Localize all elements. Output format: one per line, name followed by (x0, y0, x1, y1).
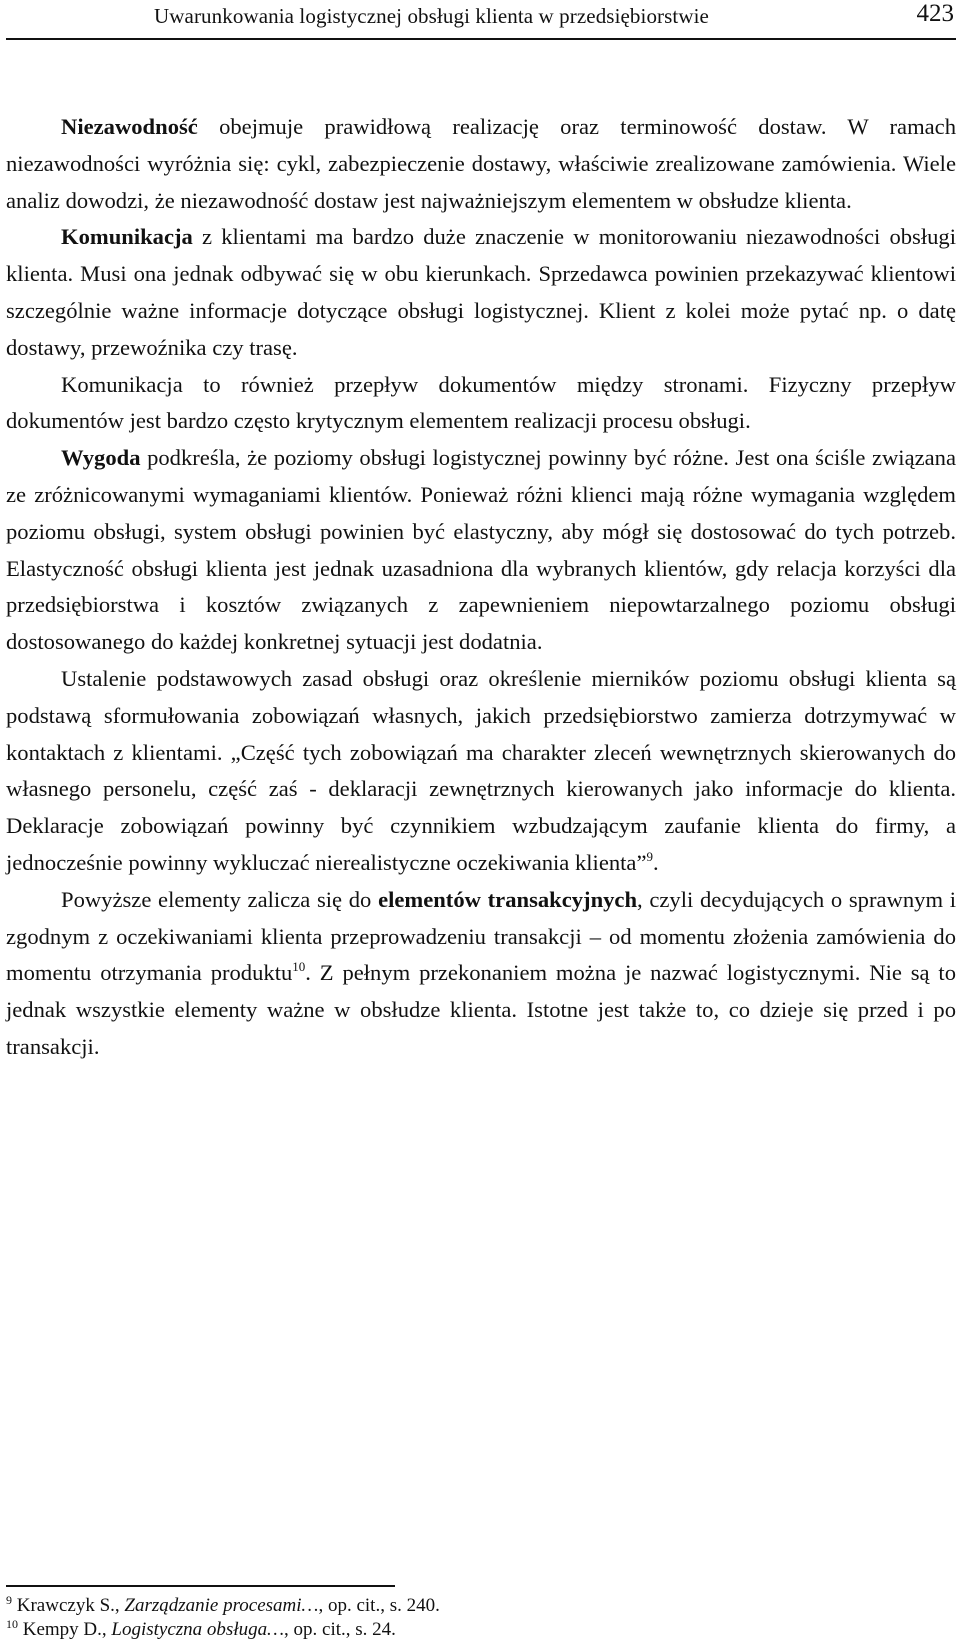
term-reliability: Niezawodność (61, 114, 198, 139)
main-text (6, 109, 956, 1066)
footnote-9 (6, 1594, 956, 1618)
footnote-ref-10[interactable]: 10 (292, 959, 306, 975)
footnote-author: Kempy D., (18, 1619, 112, 1640)
page-number: 423 (916, 0, 954, 27)
footnote-title: Zarządzanie procesami… (124, 1595, 319, 1616)
paragraph-reliability (6, 109, 956, 219)
paragraph-lead: Powyższe elementy zalicza się do (61, 886, 379, 912)
paragraph-text: , czyli decydujących o sprawnym i zgodnym z oczekiwaniami klienta przeprowadzeniu transakcji – od momentu złożenia zamówienia do momentu otrzymania produktu (6, 886, 956, 986)
paragraph-document-flow (6, 367, 956, 441)
term-convenience: Wygoda (61, 445, 141, 471)
paragraph-tail: . Z pełnym przekonaniem można je nazwać logistycznymi. Nie są to jednak wszystkie elementy ważne w obsłudze klienta. Istotne jest także to, co dzieje się przed i po transakcji. (6, 960, 956, 1059)
running-title: Uwarunkowania logistycznej obsługi klienta w przedsiębiorstwie (154, 4, 709, 28)
footnote-ref-9[interactable]: 9 (646, 848, 653, 864)
footnotes (6, 1594, 956, 1642)
footnote-author: Krawczyk S., (12, 1595, 125, 1616)
page-header (6, 0, 956, 40)
paragraph-text: Ustalenie podstawowych zasad obsługi oraz określenie mierników poziomu obsługi klienta są podstawą sformułowania zobowiązań własnych, jakich przedsiębiorstwo zamierza dotrzymywać w kontaktach z klientami. „Część tych zobowiązań ma charakter zleceń wewnętrznych skierowanych do własnego personelu, część zaś - deklaracji zewnętrznych kierowanych jako informacje do klienta. Deklaracje zobowiązań powinny być czynnikiem wzbudzającym zaufanie klienta do firmy, a jednocześnie powinny wykluczać nierealistyczne oczekiwania klienta” (6, 665, 956, 875)
paragraph-text: podkreśla, że poziomy obsługi logistycznej powinny być różne. Jest ona ściśle związana ze zróżnicowanymi wymaganiami klientów. Ponieważ różni klienci mają różne wymagania względem poziomu obsługi, system obsługi powinien być elastyczny, aby mógł się dostosować do tych potrzeb. Elastyczność obsługi klienta jest jednak uzasadniona dla wybranych klientów, gdy relacja korzyści dla przedsiębiorstwa i kosztów związanych z zapewnieniem niepowtarzalnego poziomu obsługi dostosowanego do każdej konkretnej sytuacji jest dodatnia. (6, 445, 956, 655)
term-transactional-elements: elementów transakcyjnych (378, 886, 638, 912)
term-communication: Komunikacja (61, 224, 193, 250)
footnote-number: 10 (6, 1617, 18, 1631)
paragraph-text: z klientami ma bardzo duże znaczenie w monitorowaniu niezawodności obsługi klienta. Musi ona jednak odbywać się w obu kierunkach. Sprzedawca powinien przekazywać klientowi szczególnie ważne informacje dotyczące obsługi logistycznej. Klient z kolei może pytać np. o datę dostawy, przewoźnika czy trasę. (6, 224, 956, 360)
footnote-rest: , op. cit., s. 24. (284, 1619, 396, 1640)
paragraph-transactional-elements (6, 882, 956, 1066)
paragraph-text: Komunikacja to również przepływ dokumentów między stronami. Fizyczny przepływ dokumentów jest bardzo często krytycznym elementem realizacji procesu obsługi. (6, 371, 956, 434)
paragraph-convenience (6, 440, 956, 661)
footnote-10 (6, 1618, 956, 1642)
footnote-separator (6, 1585, 395, 1587)
paragraph-commitments (6, 661, 956, 882)
footnote-title: Logistyczna obsługa… (111, 1619, 285, 1640)
footnote-number: 9 (6, 1593, 12, 1607)
paragraph-communication (6, 219, 956, 366)
footnote-rest: , op. cit., s. 240. (318, 1595, 440, 1616)
paragraph-text: obejmuje prawidłową realizację oraz terminowość dostaw. W ramach niezawodności wyróżnia się: cykl, zabezpieczenie dostawy, właściwie zrealizowane zamówienia. Wiele analiz dowodzi, że niezawodność dostaw jest najważniejszym elementem w obsłudze klienta. (6, 114, 956, 213)
paragraph-tail: . (653, 849, 659, 875)
